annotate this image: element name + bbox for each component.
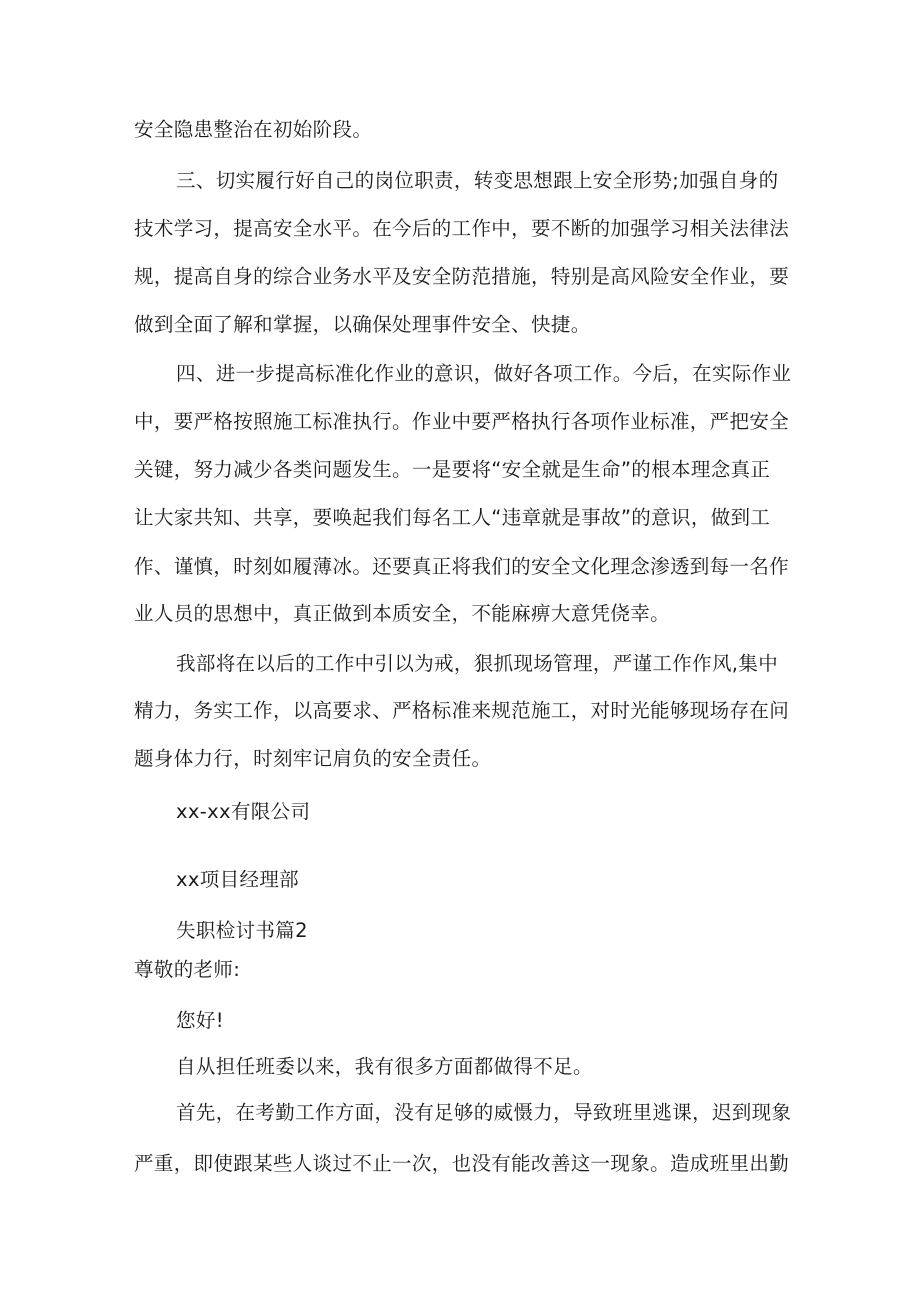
- text-line: 让大家共知、共享，要唤起我们每名工人“违章就是事故”的意识，做到工: [134, 506, 771, 529]
- text-line: 我部将在以后的工作中引以为戒，狠抓现场管理，严谨工作作风,集中: [176, 652, 779, 675]
- text-line: 安全隐患整治在初始阶段。: [134, 118, 373, 141]
- text-line: 严重，即使跟某些人谈过不止一次，也没有能改善这一现象。造成班里出勤: [134, 1152, 790, 1175]
- text-line: 技术学习，提高安全水平。在今后的工作中，要不断的加强学习相关法律法: [134, 217, 790, 240]
- company-name: xx-xx有限公司: [176, 800, 311, 823]
- text-line: 业人员的思想中，真正做到本质安全，不能麻痹大意凭侥幸。: [134, 602, 670, 625]
- text-line: 首先，在考勤工作方面，没有足够的威慑力，导致班里逃课，迟到现象: [176, 1101, 792, 1124]
- department-name: xx项目经理部: [176, 868, 300, 891]
- text-line: 题身体力行，时刻牢记肩负的安全责任。: [134, 747, 492, 770]
- text-line: 做到全面了解和掌握，以确保处理事件安全、快捷。: [134, 313, 591, 336]
- text-line: 关键，努力减少各类问题发生。一是要将“安全就是生命”的根本理念真正: [134, 458, 771, 481]
- text-line: 四、进一步提高标准化作业的意识，做好各项工作。今后，在实际作业: [176, 362, 792, 385]
- text-line: 自从担任班委以来，我有很多方面都做得不足。: [176, 1055, 593, 1078]
- salutation: 尊敬的老师:: [134, 958, 241, 981]
- greeting: 您好!: [176, 1009, 224, 1032]
- text-line: 三、切实履行好自己的岗位职责，转变思想跟上安全形势;加强自身的: [176, 169, 779, 192]
- text-line: 精力，务实工作，以高要求、严格标准来规范施工，对时光能够现场存在问: [134, 699, 790, 722]
- section-title: 失职检讨书篇2: [176, 919, 308, 942]
- text-line: 规，提高自身的综合业务水平及安全防范措施，特别是高风险安全作业，要: [134, 265, 790, 288]
- text-line: 作、谨慎，时刻如履薄冰。还要真正将我们的安全文化理念渗透到每一名作: [134, 555, 790, 578]
- text-line: 中，要严格按照施工标准执行。作业中要严格执行各项作业标准，严把安全: [134, 410, 790, 433]
